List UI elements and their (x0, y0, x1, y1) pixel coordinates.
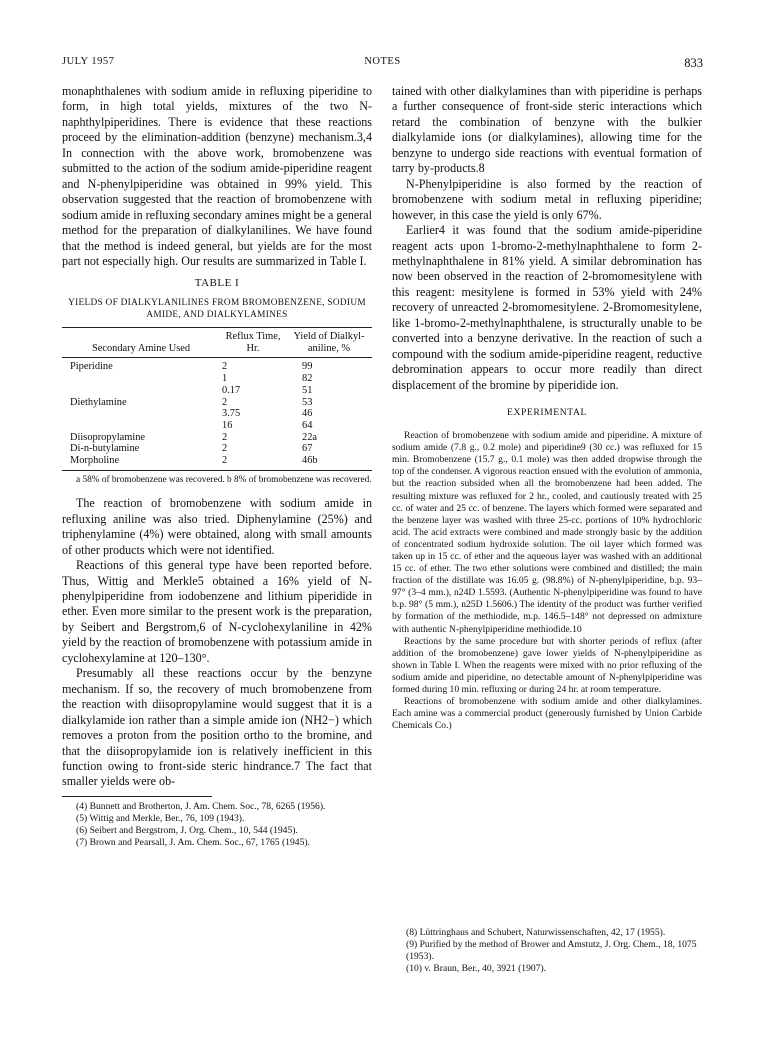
cell-time: 1 (222, 373, 228, 385)
cell-time: 2 (222, 396, 228, 408)
table-footnote: a 58% of bromobenzene was recovered. b 8% of bromobenzene was recovered. (76, 474, 372, 485)
paragraph: Earlier4 it was found that the sodium amide-piperidine reagent acts upon 1-bromo-2-methylnaphthalene to form 2-methylnaphthalene in 81% yield. A similar debromination has now been observed in the reaction of 2-bromomesitylene with this reagent: mesitylene is formed in 53% yield with 24% recovery of unreacted 2-bromomesitylene. 2-Bromomesitylene, like 1-bromo-2-methylnaphthalene, is structurally unable to be converted into a benzyne derivative. In the reaction of such a compound with the sodium amide-piperidine reagent, reductive debromination appears to occur more readily than direct displacement of the bromine by piperidide ion. (392, 223, 702, 392)
table-header-row (62, 328, 372, 358)
cell-amine: Di-n-butylamine (70, 443, 140, 455)
table-row (62, 385, 372, 397)
cell-time: 16 (222, 419, 233, 431)
table-row (62, 455, 372, 470)
cell-yield: 46b (302, 455, 318, 467)
paragraph: tained with other dialkylamines than with piperidine is perhaps a further consequence of front-side steric interactions which retard the combination of benzyne with the bulkier dialkylamide ions (or dialkylamines), allowing time for the benzyne to undergo side reactions with eventual formation of tarry by-products.8 (392, 84, 702, 176)
table-row (62, 373, 372, 385)
table-row (62, 420, 372, 432)
cell-yield: 51 (302, 384, 313, 396)
section-heading: EXPERIMENTAL (507, 407, 587, 419)
experimental-paragraph: Reaction of bromobenzene with sodium amide and piperidine. A mixture of sodium amide (7.8 g., 0.2 mole) and piperidine9 (30 cc.) was refluxed for 15 min. Bromobenzene (15.7 g., 0.1 mole) was then added dropwise through the top of the condenser. A vigorous reaction ensued with the evolution of ammonia, but the reaction subsided when all the bromobenzene had been added. The resulting mixture was refluxed for 2 hr., cooled, and cautiously treated with 25 cc. of water and 25 cc. of benzene. The layers which formed were separated and the benzene layer was washed with three 25-cc. portions of 10% hydrochloric acid. The acid extracts were combined and made strongly basic by the addition of concentrated sodium hydroxide solution. The oil layer which formed was taken up in 15 cc. of ether and the aqueous layer was washed with an additional 15 cc. of ether. The two ether solutions were combined and distilled; the main fraction of the distillate was 16.05 g. (98.8%) of N-phenylpiperidine, b.p. 93–97° (3–4 mm.), n24D 1.5593. (Authentic N-phenylpiperidine was found to have b.p. 98° (5 mm.), n25D 1.5606.) The identity of the product was further verified by formation of the methiodide, m.p. 146.5–148° not depressed on admixture with authentic N-phenylpiperidine methiodide.10 (392, 430, 702, 635)
table-row (62, 443, 372, 455)
cell-yield: 64 (302, 419, 313, 431)
cell-time: 2 (222, 431, 228, 443)
cell-time: 3.75 (222, 408, 241, 420)
cell-amine (62, 420, 220, 432)
cell-amine (62, 373, 220, 385)
footnote: (8) Lüttringhaus and Schubert, Naturwissenschaften, 42, 17 (1955). (406, 927, 666, 938)
table-title: TABLE I (194, 277, 240, 290)
table-row (62, 397, 372, 409)
paragraph: monaphthalenes with sodium amide in refluxing piperidine to form, in high total yields, mixtures of the two N-naphthylpiperidines. There is evidence that these reactions proceed by the elimination-addition (benzyne) mechanism.3,4 In connection with the above work, bromobenzene was submitted to the action of the sodium amide-piperidine reagent and N-phenylpiperidine was obtained in 99% yield. This observation suggested that the reaction of bromobenzene with sodium amide in refluxing secondary amines might be a general method for the preparation of dialkylanilines. We have found that the method is indeed general, but yields are for the most part not especially high. Our results are summarized in Table I. (62, 84, 372, 268)
paragraph: Presumably all these reactions occur by the benzyne mechanism. If so, the recovery of much bromobenzene from the reaction with diisopropylamine would suggest that it is a dialkylamide ion rather than a simple amide ion (NH2−) which removes a proton from the position ortho to the bromine, and that the diisopropylamide ion is relatively inefficient in this function owing to front-side steric hindrance.7 The fact that smaller yields were ob- (62, 666, 372, 789)
section-label: NOTES (364, 56, 401, 67)
cell-amine: Piperidine (70, 361, 113, 373)
footnotes (62, 801, 372, 849)
paragraph: The reaction of bromobenzene with sodium amide in refluxing aniline was also tried. Diphenylamine (25%) and triphenylamine (4%) were obtained, along with small amounts of other products which were not identified. (62, 496, 372, 557)
cell-time: 0.17 (222, 384, 241, 396)
footnote-divider (62, 796, 212, 797)
cell-time: 2 (222, 455, 228, 467)
paragraph: N-Phenylpiperidine is also formed by the reaction of bromobenzene with sodium metal in refluxing piperidine; however, in this case the yield is only 67%. (392, 176, 702, 222)
footnote: (6) Seibert and Bergstrom, J. Org. Chem., 10, 544 (1945). (76, 824, 298, 836)
right-column (392, 84, 702, 732)
footnotes-right (392, 927, 702, 975)
footnote: (4) Bunnett and Brotherton, J. Am. Chem. Soc., 78, 6265 (1956). (76, 800, 326, 812)
running-date: JULY 1957 (62, 56, 115, 67)
left-column (62, 84, 372, 849)
footnote: (5) Wittig and Merkle, Ber., 76, 109 (1943). (76, 812, 245, 824)
cell-amine: Diethylamine (70, 396, 127, 408)
cell-amine (62, 408, 220, 420)
table-row (62, 358, 372, 373)
page-number: 833 (684, 56, 703, 70)
cell-amine: Diisopropylamine (70, 431, 146, 443)
header-amine: Secondary Amine Used (91, 342, 191, 354)
cell-yield: 53 (302, 396, 313, 408)
experimental-paragraph: Reactions of bromobenzene with sodium amide and other dialkylamines. Each amine was a commercial product (generously furnished by Union Carbide Chemicals Co.) (392, 696, 702, 732)
table-caption: YIELDS OF DIALKYLANILINES FROM BROMOBENZENE, SODIUM AMIDE, AND DIALKYLAMINES (68, 298, 366, 321)
cell-time: 2 (222, 443, 228, 455)
experimental-paragraph: Reactions by the same procedure but with shorter periods of reflux (after addition of the bromobenzene) gave lower yields of N-phenylpiperidine as shown in Table I. When the reagents were mixed with no prior refluxing of the sodium amide and piperidine, no detectable amount of N-phenylpiperidine was formed during 10 min. refluxing or during 24 hr. at room temperature. (392, 635, 702, 696)
cell-yield: 82 (302, 373, 313, 385)
cell-amine (62, 385, 220, 397)
cell-yield: 67 (302, 443, 313, 455)
cell-amine: Morpholine (70, 455, 120, 467)
cell-yield: 99 (302, 361, 313, 373)
header-time: Reflux Time, Hr. (225, 331, 281, 354)
footnote: (7) Brown and Pearsall, J. Am. Chem. Soc., 67, 1765 (1945). (76, 836, 310, 848)
footnote: (9) Purified by the method of Brower and Amstutz, J. Org. Chem., 18, 1075 (1953). (406, 939, 697, 962)
table-row (62, 432, 372, 444)
cell-yield: 46 (302, 408, 313, 420)
yields-table (62, 327, 372, 470)
cell-time: 2 (222, 361, 228, 373)
header-yield: Yield of Dialkyl-aniline, % (293, 331, 365, 354)
footnote: (10) v. Braun, Ber., 40, 3921 (1907). (406, 963, 547, 974)
paragraph: Reactions of this general type have been reported before. Thus, Wittig and Merkle5 obtained a 16% yield of N-phenylpiperidine from iodobenzene and lithium piperidide in ether. Even more similar to the present work is the preparation, by Seibert and Bergstrom,6 of N-cyclohexylaniline in 42% yield by the reaction of bromobenzene with potassium amide in cyclohexylamine at 120–130°. (62, 558, 372, 665)
table-row (62, 408, 372, 420)
cell-yield: 22a (302, 431, 318, 443)
